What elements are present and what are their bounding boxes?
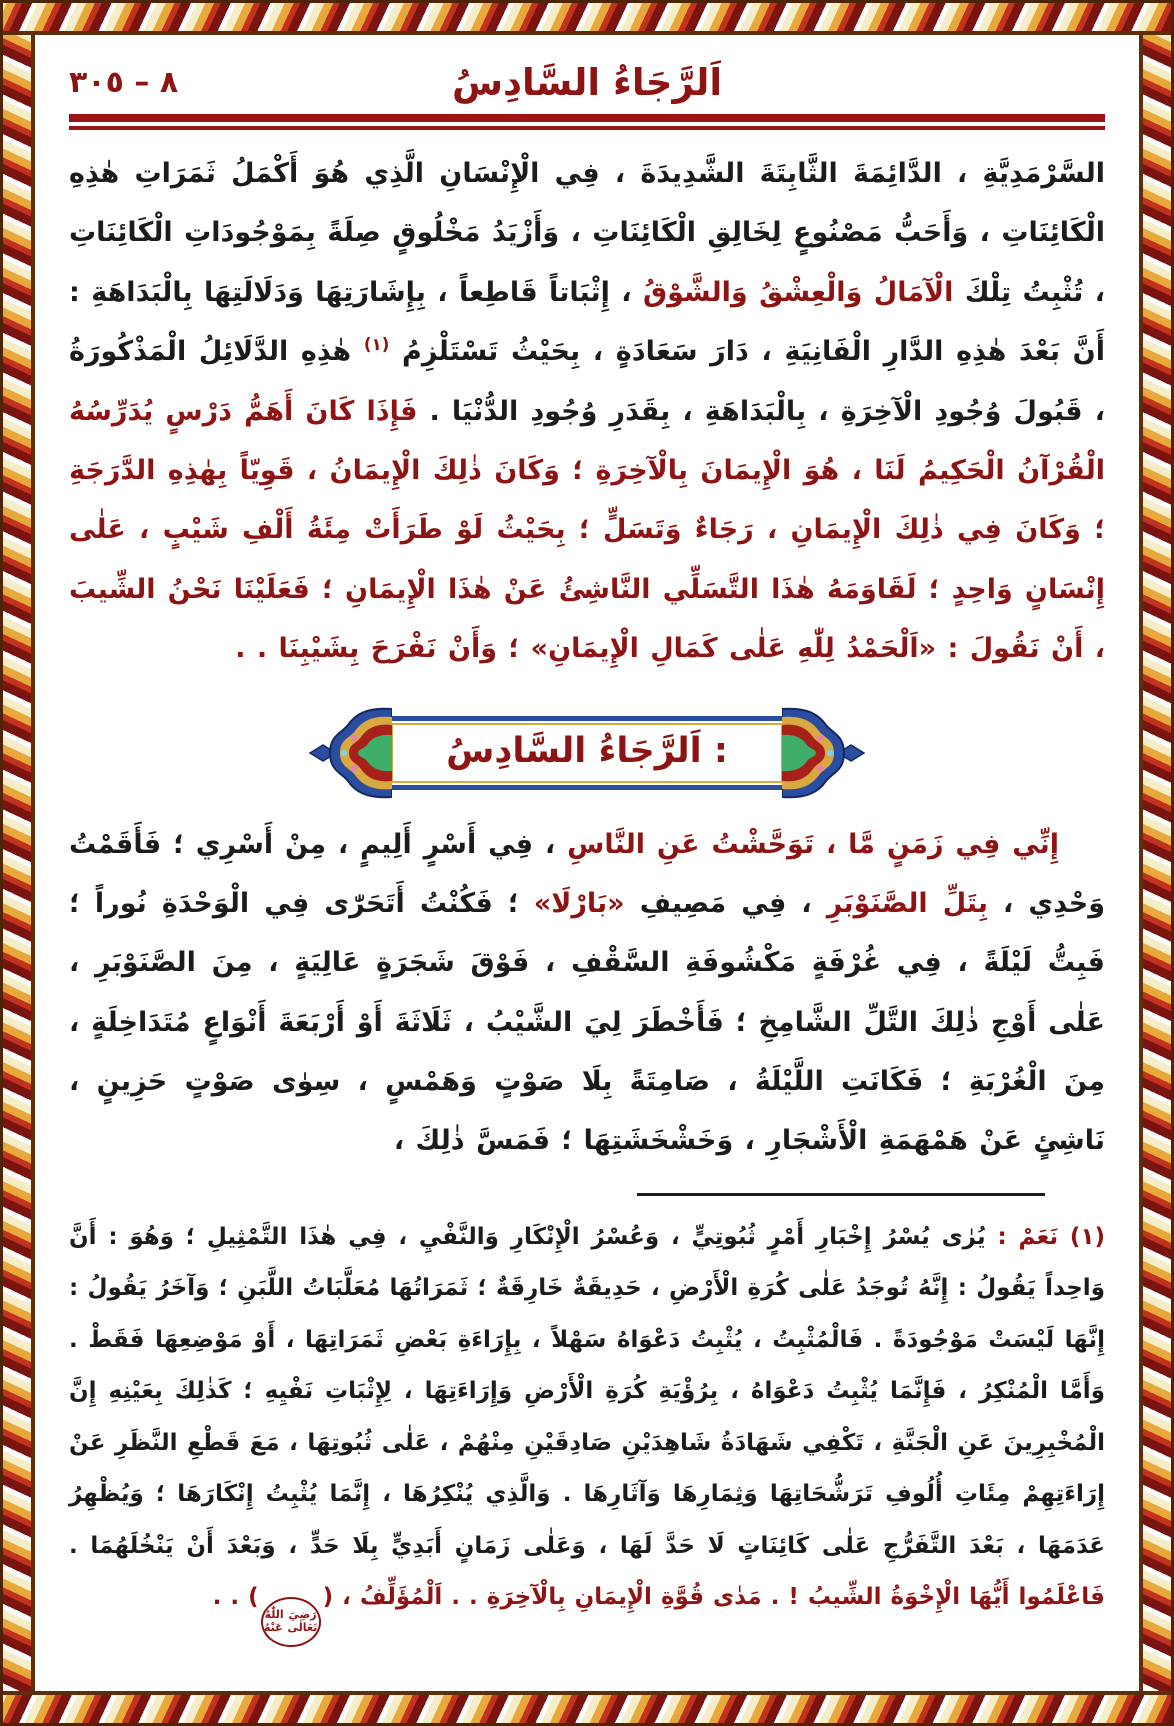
footnote-separator: [637, 1193, 1045, 1196]
paragraph-2: [69, 815, 1105, 1171]
text-segment: (١) نَعَمْ :: [985, 1223, 1105, 1250]
text-segment: ، فِي أَسْرٍ أَلِيمٍ ، مِنْ أَسْرِي ؛ فَأَقَمْتُ وَحْدِي ،: [69, 828, 1105, 919]
page-content: [35, 35, 1139, 1691]
text-segment: فَاعْلَمُوا أَيُّهَا الْإِخْوَةُ الشِّيبُ ! . مَدٰى قُوَّةِ الْإِيمَانِ بِالْآخِرَةِ . . اَلْمُؤَلِّفُ ، (: [322, 1584, 1105, 1611]
border-pattern-left: [3, 3, 35, 1723]
section-heading-cartouche: [69, 705, 1105, 801]
footnote: [69, 1212, 1105, 1647]
text-segment: (١): [363, 334, 390, 355]
floral-ornament-left-icon: [308, 705, 392, 801]
floral-ornament-right-icon: [782, 705, 866, 801]
cartouche-title: اَلرَّجَاءُ السَّادِسُ :: [384, 716, 790, 790]
text-segment: فَإِذَا كَانَ أَهَمُّ دَرْسٍ يُدَرِّسُهُ الْقُرْآنُ الْحَكِيمُ لَنَا ، هُوَ الْإِيمَانَ بِالْآخِرَةِ ؛ وَكَانَ ذٰلِكَ الْإِيمَانُ ، قَوِيّاً بِهٰذِهِ الدَّرَجَةِ ؛ وَكَانَ فِي ذٰلِكَ الْإِيمَانِ ، رَجَاءٌ وَتَسَلٍّ ؛ بِحَيْثُ لَوْ طَرَأَتْ مِئَةُ أَلْفِ شَيْبٍ ، عَلٰى إِنْسَانٍ وَاحِدٍ ؛ لَقَاوَمَهُ هٰذَا التَّسَلِّي النَّاشِئُ عَنْ هٰذَا الْإِيمَانِ ؛ فَعَلَيْنَا نَحْنُ الشِّيبَ ، أَنْ نَقُولَ : «اَلْحَمْدُ لِلّٰهِ عَلٰى كَمَالِ الْإِيمَانِ» ؛ وَأَنْ نَفْرَحَ بِشَيْبِنَا . .: [69, 395, 1105, 665]
text-segment: ) . .: [212, 1584, 259, 1611]
border-pattern-right: [1139, 3, 1171, 1723]
text-segment: «بَارْلَا»: [533, 887, 625, 919]
border-pattern-bottom: [3, 1691, 1171, 1723]
paragraph-1: [69, 144, 1105, 679]
author-seal-icon: رَضِيَ اللّٰهُ تَعَالٰى عَنْهُ: [261, 1597, 321, 1647]
text-segment: ؛ فَكُنْتُ أَتَحَرّٰى فِي الْوَحْدَةِ نُوراً ؛ فَبِتُّ لَيْلَةً ، فِي غُرْفَةٍ مَكْشُوفَةِ السَّقْفِ ، فَوْقَ شَجَرَةٍ عَالِيَةٍ ، مِنَ الصَّنَوْبَرِ ، عَلٰى أَوْجِ ذٰلِكَ التَّلِّ الشَّامِخِ ؛ فَأَخْطَرَ لِيَ الشَّيْبُ ، ثَلَاثَةَ أَوْ أَرْبَعَةَ أَنْوَاعٍ مُتَدَاخِلَةٍ ، مِنَ الْغُرْبَةِ ؛ فَكَانَتِ اللَّيْلَةُ ، صَامِتَةً بِلَا صَوْتٍ وَهَمْسٍ ، سِوٰى صَوْتٍ حَزِينٍ ، نَاشِئٍ عَنْ هَمْهَمَةِ الْأَشْجَارِ ، وَخَشْخَشَتِهَا ؛ فَمَسَّ ذٰلِكَ ،: [69, 887, 1105, 1157]
text-segment: ، إِثْبَاتاً قَاطِعاً ، بِإِشَارَتِهَا وَدَلَالَتِهَا بِالْبَدَاهَةِ : أَنَّ بَعْدَ هٰذِهِ الدَّارِ الْفَانِيَةِ ، دَارَ سَعَادَةٍ ، بِحَيْثُ تَسْتَلْزِمُ: [69, 276, 1105, 368]
text-segment: إِنِّي فِي زَمَنٍ مَّا ، تَوَحَّشْتُ عَنِ النَّاسِ: [567, 828, 1059, 860]
header-rule: [69, 114, 1105, 130]
border-pattern-top: [3, 3, 1171, 35]
text-segment: السَّرْمَدِيَّةِ ، الدَّائِمَةَ الثَّابِتَةَ الشَّدِيدَةَ ، فِي الْإِنْسَانِ الَّذِي هُوَ أَكْمَلُ ثَمَرَاتِ هٰذِهِ الْكَائِنَاتِ ، وَأَحَبُّ مَصْنُوعٍ لِخَالِقِ الْكَائِنَاتِ ، وَأَزْيَدُ مَخْلُوقٍ صِلَةً بِمَوْجُودَاتِ الْكَائِنَاتِ ، تُثْبِتُ تِلْكَ: [69, 158, 1106, 308]
text-segment: ، فِي مَصِيفِ: [624, 887, 827, 919]
page-title: اَلرَّجَاءُ السَّادِسُ: [451, 61, 723, 104]
text-segment: هٰذِهِ الدَّلَائِلُ الْمَذْكُورَةُ ، قَبُولَ وُجُودِ الْآخِرَةِ ، بِالْبَدَاهَةِ ، بِقَدَرِ وُجُودِ الدُّنْيَا .: [69, 336, 1106, 427]
page-header: [69, 61, 1105, 104]
text-segment: بِتَلِّ الصَّنَوْبَرِ: [826, 887, 988, 919]
text-segment: الْآمَالُ وَالْعِشْقُ وَالشَّوْقُ: [642, 276, 954, 308]
page-number: ٨ – ٣٠٥: [69, 65, 179, 100]
text-segment: يُرٰى يُسْرُ إِخْبَارِ أَمْرٍ ثُبُوتِيٍّ ، وَعُسْرُ الْإِنْكَارِ وَالنَّفْيِ ، فِي هٰذَا التَّمْثِيلِ ؛ وَهُوَ : أَنَّ وَاحِداً يَقُولُ : إِنَّهُ تُوجَدُ عَلٰى كُرَةِ الْأَرْضِ ، حَدِيقَةٌ خَارِقَةٌ ؛ ثَمَرَاتُهَا مُعَلَّبَاتُ اللَّبَنِ ؛ وَآخَرُ يَقُولُ : إِنَّهَا لَيْسَتْ مَوْجُودَةً . فَالْمُثْبِتُ ، يُثْبِتُ دَعْوَاهُ سَهْلاً ، بِإِرَاءَةِ بَعْضِ ثَمَرَاتِهَا ، أَوْ مَوْضِعِهَا فَقَطْ . وَأَمَّا الْمُنْكِرُ ، فَإِنَّمَا يُثْبِتُ دَعْوَاهُ ، بِرُؤْيَةِ كُرَةِ الْأَرْضِ وَإِرَاءَتِهَا ، لِإِثْبَاتِ نَفْيِهِ ؛ كَذٰلِكَ بِعَيْنِهِ إِنَّ الْمُخْبِرِينَ عَنِ الْجَنَّةِ ، تَكْفِي شَهَادَةُ شَاهِدَيْنِ صَادِقَيْنِ مِنْهُمْ ، عَلٰى ثُبُوتِهَا ، مَعَ قَطْعِ النَّظَرِ عَنْ إِرَاءَتِهِمْ مِئَاتِ أُلُوفِ تَرَشُّحَاتِهَا وَثِمَارِهَا وَآثَارِهَا . وَالَّذِي يُنْكِرُهَا ، إِنَّمَا يُثْبِتُ إِنْكَارَهَا ؛ وَيُظْهِرُ عَدَمَهَا ، بَعْدَ التَّفَرُّجِ عَلٰى كَائِنَاتٍ لَا حَدَّ لَهَا ، وَعَلٰى زَمَانٍ أَبَدِيٍّ بِلَا حَدٍّ ، وَبَعْدَ أَنْ يَنْخُلَهُمَا .: [69, 1223, 1105, 1559]
